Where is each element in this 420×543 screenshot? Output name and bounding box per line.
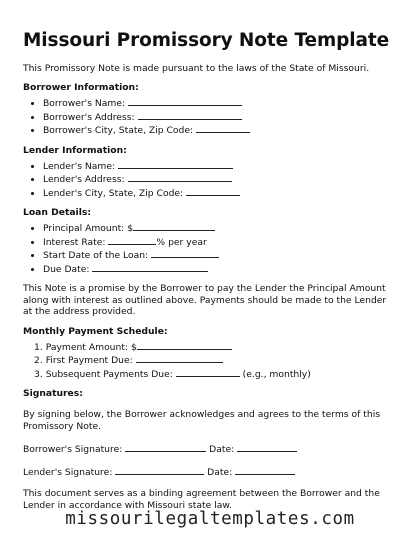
loan-list: [23, 221, 398, 275]
borrower-signature-field[interactable]: [125, 442, 206, 452]
subsequent-suffix: (e.g., monthly): [239, 368, 311, 380]
list-item: [43, 262, 398, 276]
lender-date-label: Date:: [204, 467, 236, 478]
borrower-signature-line: [23, 442, 398, 455]
document-title: Missouri Promissory Note Template: [23, 30, 390, 51]
borrower-name-label: Borrower's Name:: [43, 98, 129, 109]
lender-heading: Lender Information:: [23, 144, 127, 156]
loan-heading: Loan Details:: [23, 207, 91, 218]
subsequent-field[interactable]: [176, 367, 240, 377]
borrower-address-field[interactable]: [138, 110, 242, 120]
lender-date-field[interactable]: [235, 465, 295, 475]
lender-name-field[interactable]: [118, 159, 233, 169]
list-item: [43, 159, 398, 173]
lender-address-label: Lender's Address:: [43, 174, 128, 185]
subsequent-label: Subsequent Payments Due:: [45, 368, 176, 380]
principal-label: Principal Amount: $: [43, 223, 134, 234]
list-item: [43, 221, 398, 235]
closing-paragraph: This document serves as a binding agreement between the Borrower and the Lender in accordance with Missouri state law.: [23, 488, 380, 511]
list-item: [34, 340, 398, 354]
footer-watermark: missourilegaltemplates.com: [65, 509, 355, 529]
borrower-signature-label: Borrower's Signature:: [23, 444, 126, 455]
borrower-name-field[interactable]: [128, 96, 242, 106]
lender-list: [23, 159, 398, 200]
borrower-city-label: Borrower's City, State, Zip Code:: [43, 125, 197, 136]
schedule-list: [23, 340, 398, 381]
list-item: [43, 235, 398, 249]
due-date-label: Due Date:: [43, 263, 93, 275]
list-item: [43, 186, 398, 200]
list-item: [43, 123, 398, 137]
lender-city-label: Lender's City, State, Zip Code:: [43, 187, 187, 199]
signatures-heading: Signatures:: [23, 388, 83, 399]
intro-text: This Promissory Note is made pursuant to the laws of the State of Missouri.: [23, 63, 370, 74]
lender-signature-label: Lender's Signature:: [23, 467, 116, 478]
interest-label: Interest Rate:: [43, 236, 109, 248]
lender-city-field[interactable]: [186, 186, 240, 196]
first-payment-field[interactable]: [136, 353, 223, 363]
borrower-list: [23, 96, 398, 137]
payment-amount-field[interactable]: [137, 340, 232, 350]
lender-signature-line: [23, 465, 398, 478]
first-payment-label: First Payment Due:: [45, 355, 136, 366]
lender-signature-field[interactable]: [115, 465, 204, 475]
borrower-address-label: Borrower's Address:: [43, 111, 138, 123]
start-date-label: Start Date of the Loan:: [43, 250, 152, 261]
signatures-text: By signing below, the Borrower acknowledges and agrees to the terms of this Promissory Note.: [23, 409, 381, 432]
interest-field[interactable]: [108, 235, 156, 245]
promise-paragraph: This Note is a promise by the Borrower to pay the Lender the Principal Amount along with interest as outlined above. Payments should be made to the Lender at the address provided.: [23, 283, 387, 317]
lender-name-label: Lender's Name:: [43, 160, 119, 172]
list-item: [34, 353, 398, 367]
list-item: [43, 248, 398, 262]
schedule-heading: Monthly Payment Schedule:: [23, 325, 168, 337]
borrower-city-field[interactable]: [196, 123, 250, 133]
due-date-field[interactable]: [92, 262, 208, 272]
list-item: [43, 96, 398, 110]
interest-suffix: % per year: [156, 236, 207, 248]
list-item: [43, 172, 398, 186]
borrower-date-label: Date:: [206, 444, 238, 455]
principal-field[interactable]: [133, 221, 215, 231]
borrower-heading: Borrower Information:: [23, 82, 139, 93]
start-date-field[interactable]: [151, 248, 219, 258]
list-item: [34, 367, 398, 381]
list-item: [43, 110, 398, 124]
lender-address-field[interactable]: [128, 172, 232, 182]
borrower-date-field[interactable]: [237, 442, 297, 452]
payment-amount-label: Payment Amount: $: [45, 341, 137, 353]
